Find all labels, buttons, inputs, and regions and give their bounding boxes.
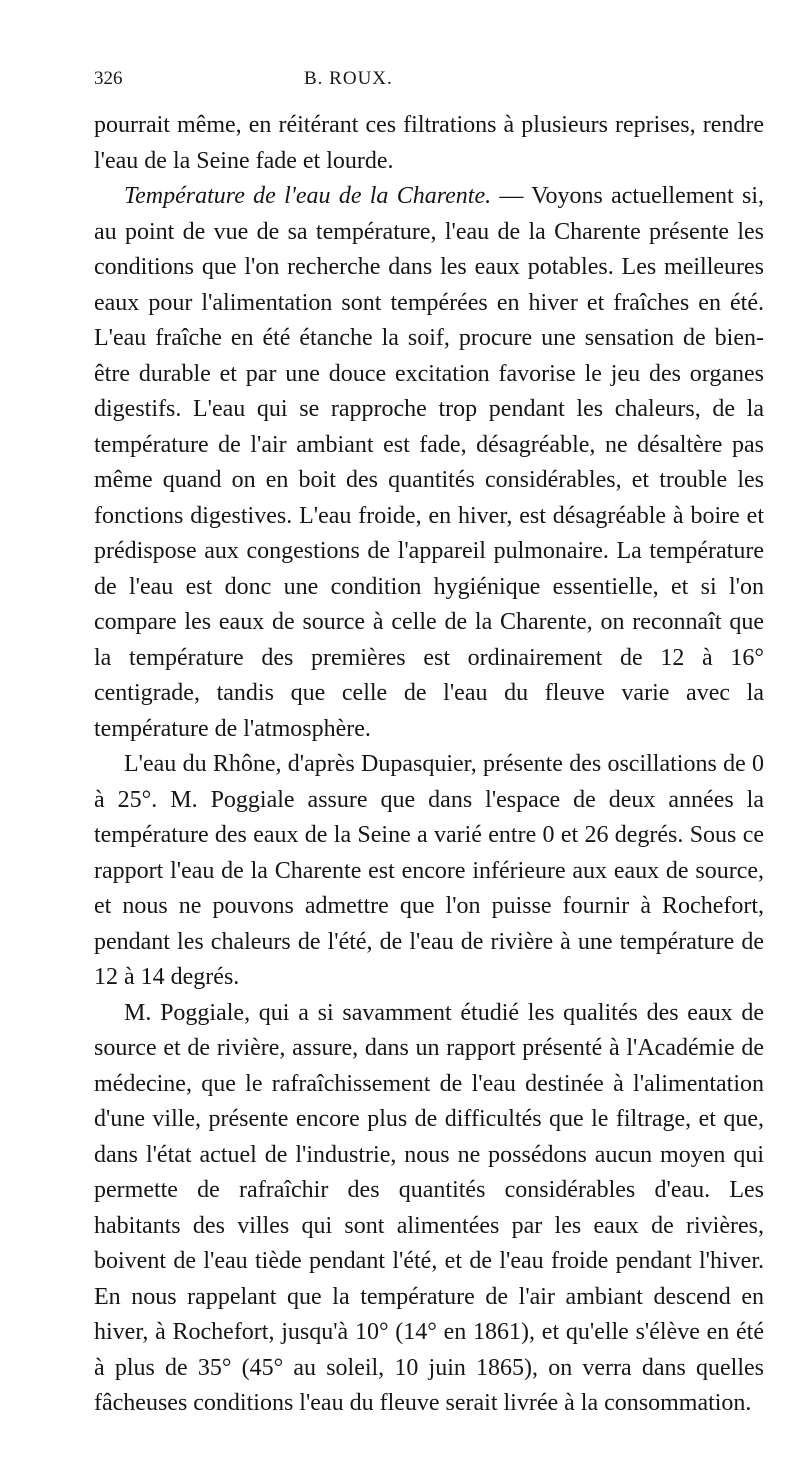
page-number: 326 bbox=[94, 68, 123, 89]
paragraph-continuation bbox=[94, 108, 764, 179]
paragraph-text: L'eau du Rhône, d'après Dupasquier, présente des oscillations de 0 à 25°. M. Poggiale assure que dans l'espace de deux années la température des eaux de la Seine a varié entre 0 et 26 degrés. Sous ce rapport l'eau de la Charente est encore inférieure aux eaux de source, et nous ne pouvons admettre que l'on puisse fournir à Rochefort, pendant les chaleurs de l'été, de l'eau de rivière à une température de 12 à 14 degrés. bbox=[94, 751, 764, 990]
paragraph-temperature bbox=[94, 179, 764, 747]
running-title: B. ROUX. bbox=[304, 68, 393, 89]
running-head bbox=[94, 68, 764, 102]
section-title: Température de l'eau de la Charente. bbox=[124, 183, 492, 209]
paragraph-text: — Voyons actuellement si, au point de vue de sa température, l'eau de la Charente présente les conditions que l'on recherche dans les eaux potables. Les meilleures eaux pour l'alimentation sont tempérées en hiver et fraîches en été. L'eau fraîche en été étanche la soif, procure une sensation de bien-être durable et par une douce excitation favorise le jeu des organes digestifs. L'eau qui se rapproche trop pendant les chaleurs, de la température de l'air ambiant est fade, désagréable, ne désaltère pas même quand on en boit des quantités considérables, et trouble les fonctions digestives. L'eau froide, en hiver, est désagréable à boire et prédispose aux congestions de l'appareil pulmonaire. La température de l'eau est donc une condition hygiénique essentielle, et si l'on compare les eaux de source à celle de la Charente, on reconnaît que la température des premières est ordinairement de 12 à 16° centigrade, tandis que celle de l'eau du fleuve varie avec la température de l'atmosphère. bbox=[94, 183, 764, 742]
paragraph-poggiale bbox=[94, 996, 764, 1422]
paragraph-text: pourrait même, en réitérant ces filtrations à plusieurs reprises, rendre l'eau de la Seine fade et lourde. bbox=[94, 112, 764, 174]
body-text bbox=[94, 108, 764, 1422]
paragraph-rhone bbox=[94, 747, 764, 996]
paragraph-text: M. Poggiale, qui a si savamment étudié les qualités des eaux de source et de rivière, assure, dans un rapport présenté à l'Académie de médecine, que le rafraîchissement de l'eau destinée à l'alimentation d'une ville, présente encore plus de difficultés que le filtrage, et que, dans l'état actuel de l'industrie, nous ne possédons aucun moyen qui permette de rafraîchir des quantités considérables d'eau. Les habitants des villes qui sont alimentées par les eaux de rivières, boivent de l'eau tiède pendant l'été, et de l'eau froide pendant l'hiver. En nous rappelant que la température de l'air ambiant descend en hiver, à Rochefort, jusqu'à 10° (14° en 1861), et qu'elle s'élève en été à plus de 35° (45° au soleil, 10 juin 1865), on verra dans quelles fâcheuses conditions l'eau du fleuve serait livrée à la consommation. bbox=[94, 999, 764, 1416]
